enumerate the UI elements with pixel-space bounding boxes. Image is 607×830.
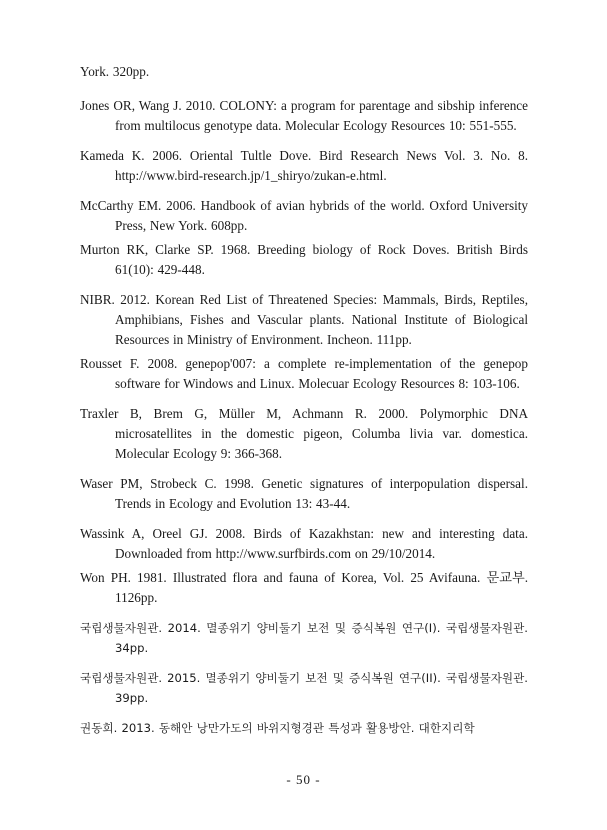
reference-item: Murton RK, Clarke SP. 1968. Breeding biology of Rock Doves. British Birds 61(10): 429-448.	[80, 242, 528, 277]
reference-list	[80, 62, 528, 748]
reference-item: 권동희. 2013. 동해안 낭만가도의 바위지형경관 특성과 활용방안. 대한지리학	[80, 721, 475, 735]
reference-item: Waser PM, Strobeck C. 1998. Genetic signatures of interpopulation dispersal. Trends in Ecology and Evolution 13: 43-44.	[80, 476, 528, 511]
reference-item: 국립생물자원관. 2015. 멸종위기 양비둘기 보전 및 증식복원 연구(II). 국립생물자원관. 39pp.	[80, 671, 528, 705]
reference-item: Won PH. 1981. Illustrated flora and fauna of Korea, Vol. 25 Avifauna. 문교부. 1126pp.	[80, 570, 528, 605]
reference-item: Kameda K. 2006. Oriental Tultle Dove. Bird Research News Vol. 3. No. 8. http://www.bird-research.jp/1_shiryo/zukan-e.html.	[80, 148, 528, 183]
reference-item: Jones OR, Wang J. 2010. COLONY: a program for parentage and sibship inference from multilocus genotype data. Molecular Ecology Resources 10: 551-555.	[80, 98, 528, 133]
reference-item: Traxler B, Brem G, Müller M, Achmann R. 2000. Polymorphic DNA microsatellites in the domestic pigeon, Columba livia var. domestica. Molecular Ecology 9: 366-368.	[80, 406, 528, 461]
reference-item: York. 320pp.	[80, 64, 150, 79]
reference-item: 국립생물자원관. 2014. 멸종위기 양비둘기 보전 및 증식복원 연구(I). 국립생물자원관. 34pp.	[80, 621, 528, 655]
reference-item: NIBR. 2012. Korean Red List of Threatened Species: Mammals, Birds, Reptiles, Amphibians, Fishes and Vascular plants. National Institute of Biological Resources in Ministry of Environment. Incheon. 111pp.	[80, 292, 528, 347]
reference-item: Rousset F. 2008. genepop'007: a complete re-implementation of the genepop software for Windows and Linux. Molecuar Ecology Resources 8: 103-106.	[80, 356, 528, 391]
reference-item: Wassink A, Oreel GJ. 2008. Birds of Kazakhstan: new and interesting data. Downloaded from http://www.surfbirds.com on 29/10/2014.	[80, 526, 528, 561]
reference-item: McCarthy EM. 2006. Handbook of avian hybrids of the world. Oxford University Press, New York. 608pp.	[80, 198, 528, 233]
page-number: - 50 -	[286, 772, 321, 787]
